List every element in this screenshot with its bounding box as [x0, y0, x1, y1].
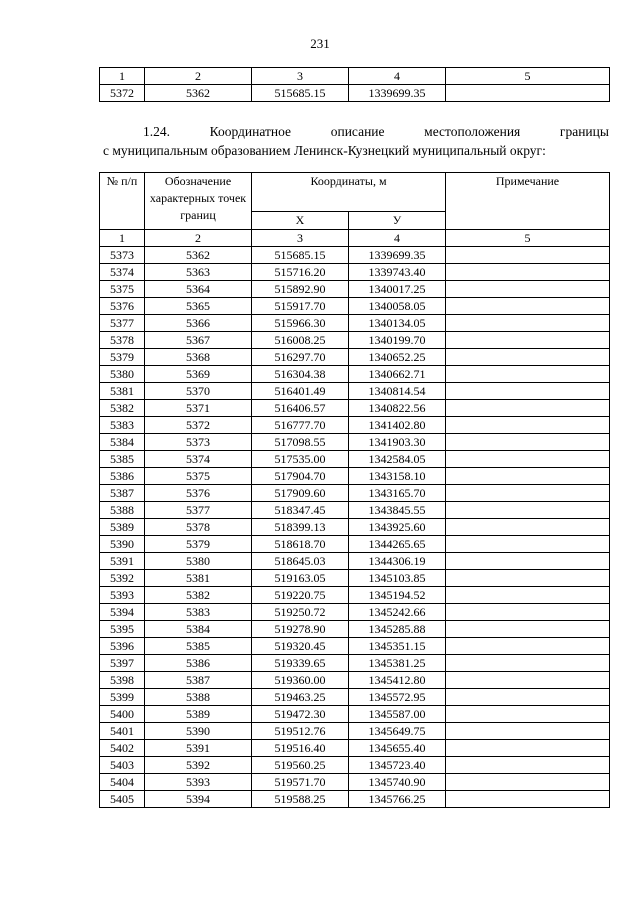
- cell-x: 519360.00: [252, 672, 349, 689]
- cell-num: 5401: [100, 723, 145, 740]
- cell-num: 5396: [100, 638, 145, 655]
- col-number: 4: [349, 68, 446, 85]
- cell-x: 515685.15: [252, 247, 349, 264]
- cell-y: 1345766.25: [349, 791, 446, 808]
- table-row: [100, 451, 610, 468]
- cell-num: 5380: [100, 366, 145, 383]
- cell-note: [446, 332, 610, 349]
- cell-x: 519588.25: [252, 791, 349, 808]
- cell-note: [446, 791, 610, 808]
- cell-note: [446, 723, 610, 740]
- cell-designation: 5390: [145, 723, 252, 740]
- heading-word: Координатное: [209, 124, 292, 139]
- cell-designation: 5383: [145, 604, 252, 621]
- cell-designation: 5375: [145, 468, 252, 485]
- cell-y: 1345587.00: [349, 706, 446, 723]
- cell-note: [446, 757, 610, 774]
- cell-x: 518399.13: [252, 519, 349, 536]
- cell-x: 516406.57: [252, 400, 349, 417]
- cell-note: [446, 672, 610, 689]
- cell-y: 1341903.30: [349, 434, 446, 451]
- cell-x: 519163.05: [252, 570, 349, 587]
- table-row: [100, 672, 610, 689]
- cell-note: [446, 553, 610, 570]
- cell-y: 1344265.65: [349, 536, 446, 553]
- table-row: [100, 85, 610, 102]
- cell-num: 5385: [100, 451, 145, 468]
- header-y: У: [349, 212, 446, 230]
- cell-y: 1340058.05: [349, 298, 446, 315]
- cell-y: 1339699.35: [349, 85, 446, 102]
- cell-designation: 5377: [145, 502, 252, 519]
- cell-x: 517535.00: [252, 451, 349, 468]
- cell-num: 5388: [100, 502, 145, 519]
- cell-y: 1345740.90: [349, 774, 446, 791]
- header-note: Примечание: [446, 173, 610, 230]
- cell-x: 516304.38: [252, 366, 349, 383]
- cell-x: 518645.03: [252, 553, 349, 570]
- cell-num: 5376: [100, 298, 145, 315]
- cell-y: 1341402.80: [349, 417, 446, 434]
- col-number: 3: [252, 230, 349, 247]
- cell-num: 5383: [100, 417, 145, 434]
- table-row: [100, 791, 610, 808]
- cell-designation: 5385: [145, 638, 252, 655]
- cell-note: [446, 417, 610, 434]
- cell-num: 5389: [100, 519, 145, 536]
- cell-designation: 5376: [145, 485, 252, 502]
- cell-x: 515917.70: [252, 298, 349, 315]
- cell-designation: 5367: [145, 332, 252, 349]
- cell-num: 5387: [100, 485, 145, 502]
- cell-y: 1345194.52: [349, 587, 446, 604]
- cell-y: 1340199.70: [349, 332, 446, 349]
- cell-x: 515966.30: [252, 315, 349, 332]
- cell-x: 515685.15: [252, 85, 349, 102]
- cell-num: 5382: [100, 400, 145, 417]
- cell-y: 1345351.15: [349, 638, 446, 655]
- cell-designation: 5381: [145, 570, 252, 587]
- cell-designation: 5378: [145, 519, 252, 536]
- header-num: № п/п: [100, 173, 145, 230]
- cell-num: 5377: [100, 315, 145, 332]
- table-row: [100, 655, 610, 672]
- cell-note: [446, 298, 610, 315]
- table-row: [100, 638, 610, 655]
- table-row: [100, 485, 610, 502]
- cell-designation: 5387: [145, 672, 252, 689]
- cell-x: 519560.25: [252, 757, 349, 774]
- cell-note: [446, 621, 610, 638]
- header-x: Х: [252, 212, 349, 230]
- cell-y: 1345103.85: [349, 570, 446, 587]
- column-number-row: [100, 230, 610, 247]
- cell-note: [446, 638, 610, 655]
- cell-num: 5386: [100, 468, 145, 485]
- cell-x: 516777.70: [252, 417, 349, 434]
- table-row: [100, 689, 610, 706]
- cell-designation: 5393: [145, 774, 252, 791]
- cell-designation: 5363: [145, 264, 252, 281]
- cell-designation: 5394: [145, 791, 252, 808]
- cell-x: 516297.70: [252, 349, 349, 366]
- cell-designation: 5373: [145, 434, 252, 451]
- table-row: [100, 604, 610, 621]
- cell-x: 518347.45: [252, 502, 349, 519]
- cell-num: 5392: [100, 570, 145, 587]
- cell-x: 517904.70: [252, 468, 349, 485]
- table-row: [100, 400, 610, 417]
- page-number: 231: [310, 36, 330, 51]
- cell-y: 1339699.35: [349, 247, 446, 264]
- cell-y: 1340134.05: [349, 315, 446, 332]
- table-body: [100, 247, 610, 808]
- cell-x: 517098.55: [252, 434, 349, 451]
- cell-y: 1345655.40: [349, 740, 446, 757]
- cell-y: 1340662.71: [349, 366, 446, 383]
- cell-designation: 5372: [145, 417, 252, 434]
- cell-x: 519463.25: [252, 689, 349, 706]
- cell-num: 5399: [100, 689, 145, 706]
- cell-note: [446, 774, 610, 791]
- cell-note: [446, 434, 610, 451]
- cell-num: 5378: [100, 332, 145, 349]
- heading-word: местоположения: [424, 124, 521, 139]
- header-row: [100, 173, 610, 212]
- table-row: [100, 315, 610, 332]
- table-row: [100, 349, 610, 366]
- cell-note: [446, 587, 610, 604]
- cell-designation: 5389: [145, 706, 252, 723]
- cell-note: [446, 383, 610, 400]
- cell-designation: 5379: [145, 536, 252, 553]
- cell-designation: 5374: [145, 451, 252, 468]
- cell-x: 519516.40: [252, 740, 349, 757]
- cell-note: [446, 366, 610, 383]
- table-row: [100, 247, 610, 264]
- cell-note: [446, 689, 610, 706]
- cell-num: 5390: [100, 536, 145, 553]
- cell-note: [446, 264, 610, 281]
- cell-num: 5404: [100, 774, 145, 791]
- cell-designation: 5365: [145, 298, 252, 315]
- table-row: [100, 740, 610, 757]
- cell-note: [446, 281, 610, 298]
- cell-y: 1345412.80: [349, 672, 446, 689]
- heading-line2: с муниципальным образованием Ленинск-Кузнецкий муниципальный округ:: [103, 143, 546, 158]
- cell-num: 5402: [100, 740, 145, 757]
- table-row: [100, 757, 610, 774]
- table-row: [100, 264, 610, 281]
- cell-designation: 5366: [145, 315, 252, 332]
- cell-x: 516401.49: [252, 383, 349, 400]
- cell-y: 1340017.25: [349, 281, 446, 298]
- cell-designation: 5368: [145, 349, 252, 366]
- col-number: 5: [446, 230, 610, 247]
- cell-designation: 5391: [145, 740, 252, 757]
- table-row: [100, 723, 610, 740]
- header-designation: Обозначение характерных точек границ: [145, 173, 252, 230]
- cell-y: 1345242.66: [349, 604, 446, 621]
- cell-y: 1345723.40: [349, 757, 446, 774]
- cell-y: 1343165.70: [349, 485, 446, 502]
- col-number: 4: [349, 230, 446, 247]
- cell-num: 5381: [100, 383, 145, 400]
- col-number: 1: [100, 230, 145, 247]
- cell-designation: 5386: [145, 655, 252, 672]
- col-number: 2: [145, 68, 252, 85]
- cell-num: 5403: [100, 757, 145, 774]
- table-row: [100, 553, 610, 570]
- cell-y: 1343925.60: [349, 519, 446, 536]
- table-row: [100, 536, 610, 553]
- continuation-table: [99, 67, 610, 102]
- header-coordinates: Координаты, м: [252, 173, 446, 212]
- cell-note: [446, 502, 610, 519]
- table-row: [100, 468, 610, 485]
- cell-designation: 5369: [145, 366, 252, 383]
- cell-designation: 5380: [145, 553, 252, 570]
- cell-y: 1345649.75: [349, 723, 446, 740]
- table-row: [100, 621, 610, 638]
- cell-designation: 5364: [145, 281, 252, 298]
- table-row: [100, 774, 610, 791]
- cell-note: [446, 85, 610, 102]
- table-row: [100, 332, 610, 349]
- cell-y: 1343845.55: [349, 502, 446, 519]
- cell-note: [446, 485, 610, 502]
- table-row: [100, 570, 610, 587]
- cell-note: [446, 400, 610, 417]
- cell-num: 5398: [100, 672, 145, 689]
- cell-x: 515716.20: [252, 264, 349, 281]
- cell-note: [446, 519, 610, 536]
- heading-word: 1.24.: [143, 124, 170, 139]
- cell-x: 519512.76: [252, 723, 349, 740]
- heading-word: описание: [330, 124, 385, 139]
- cell-x: 519220.75: [252, 587, 349, 604]
- cell-num: 5394: [100, 604, 145, 621]
- cell-note: [446, 740, 610, 757]
- cell-y: 1345285.88: [349, 621, 446, 638]
- cell-x: 517909.60: [252, 485, 349, 502]
- cell-num: 5379: [100, 349, 145, 366]
- cell-y: 1340814.54: [349, 383, 446, 400]
- cell-note: [446, 536, 610, 553]
- cell-num: 5375: [100, 281, 145, 298]
- table-row: [100, 587, 610, 604]
- cell-designation: 5388: [145, 689, 252, 706]
- cell-num: 5393: [100, 587, 145, 604]
- cell-x: 519339.65: [252, 655, 349, 672]
- cell-num: 5372: [100, 85, 145, 102]
- cell-num: 5373: [100, 247, 145, 264]
- cell-y: 1345572.95: [349, 689, 446, 706]
- cell-x: 519472.30: [252, 706, 349, 723]
- table-row: [100, 298, 610, 315]
- table-row: [100, 281, 610, 298]
- col-number: 3: [252, 68, 349, 85]
- cell-y: 1340822.56: [349, 400, 446, 417]
- cell-y: 1342584.05: [349, 451, 446, 468]
- table-row: [100, 706, 610, 723]
- cell-x: 519250.72: [252, 604, 349, 621]
- cell-designation: 5384: [145, 621, 252, 638]
- cell-num: 5374: [100, 264, 145, 281]
- cell-num: 5405: [100, 791, 145, 808]
- cell-note: [446, 604, 610, 621]
- table-row: [100, 417, 610, 434]
- cell-note: [446, 570, 610, 587]
- heading-word: границы: [559, 124, 609, 139]
- cell-num: 5400: [100, 706, 145, 723]
- cell-note: [446, 247, 610, 264]
- table-row: [100, 366, 610, 383]
- section-heading: [103, 122, 609, 160]
- col-number: 5: [446, 68, 610, 85]
- cell-designation: 5362: [145, 85, 252, 102]
- cell-note: [446, 706, 610, 723]
- cell-designation: 5370: [145, 383, 252, 400]
- table-row: [100, 434, 610, 451]
- cell-designation: 5371: [145, 400, 252, 417]
- cell-num: 5395: [100, 621, 145, 638]
- cell-note: [446, 468, 610, 485]
- cell-note: [446, 349, 610, 366]
- cell-designation: 5362: [145, 247, 252, 264]
- cell-num: 5397: [100, 655, 145, 672]
- cell-x: 515892.90: [252, 281, 349, 298]
- table-row: [100, 383, 610, 400]
- cell-y: 1339743.40: [349, 264, 446, 281]
- cell-y: 1343158.10: [349, 468, 446, 485]
- col-number: 2: [145, 230, 252, 247]
- cell-x: 519571.70: [252, 774, 349, 791]
- cell-y: 1344306.19: [349, 553, 446, 570]
- table-row: [100, 502, 610, 519]
- cell-note: [446, 655, 610, 672]
- coordinates-table: [99, 172, 610, 808]
- cell-designation: 5382: [145, 587, 252, 604]
- cell-x: 518618.70: [252, 536, 349, 553]
- cell-num: 5391: [100, 553, 145, 570]
- cell-num: 5384: [100, 434, 145, 451]
- table-row: [100, 519, 610, 536]
- cell-y: 1345381.25: [349, 655, 446, 672]
- cell-x: 519320.45: [252, 638, 349, 655]
- cell-x: 519278.90: [252, 621, 349, 638]
- cell-y: 1340652.25: [349, 349, 446, 366]
- cell-note: [446, 315, 610, 332]
- column-number-row: [100, 68, 610, 85]
- cell-note: [446, 451, 610, 468]
- cell-x: 516008.25: [252, 332, 349, 349]
- cell-designation: 5392: [145, 757, 252, 774]
- col-number: 1: [100, 68, 145, 85]
